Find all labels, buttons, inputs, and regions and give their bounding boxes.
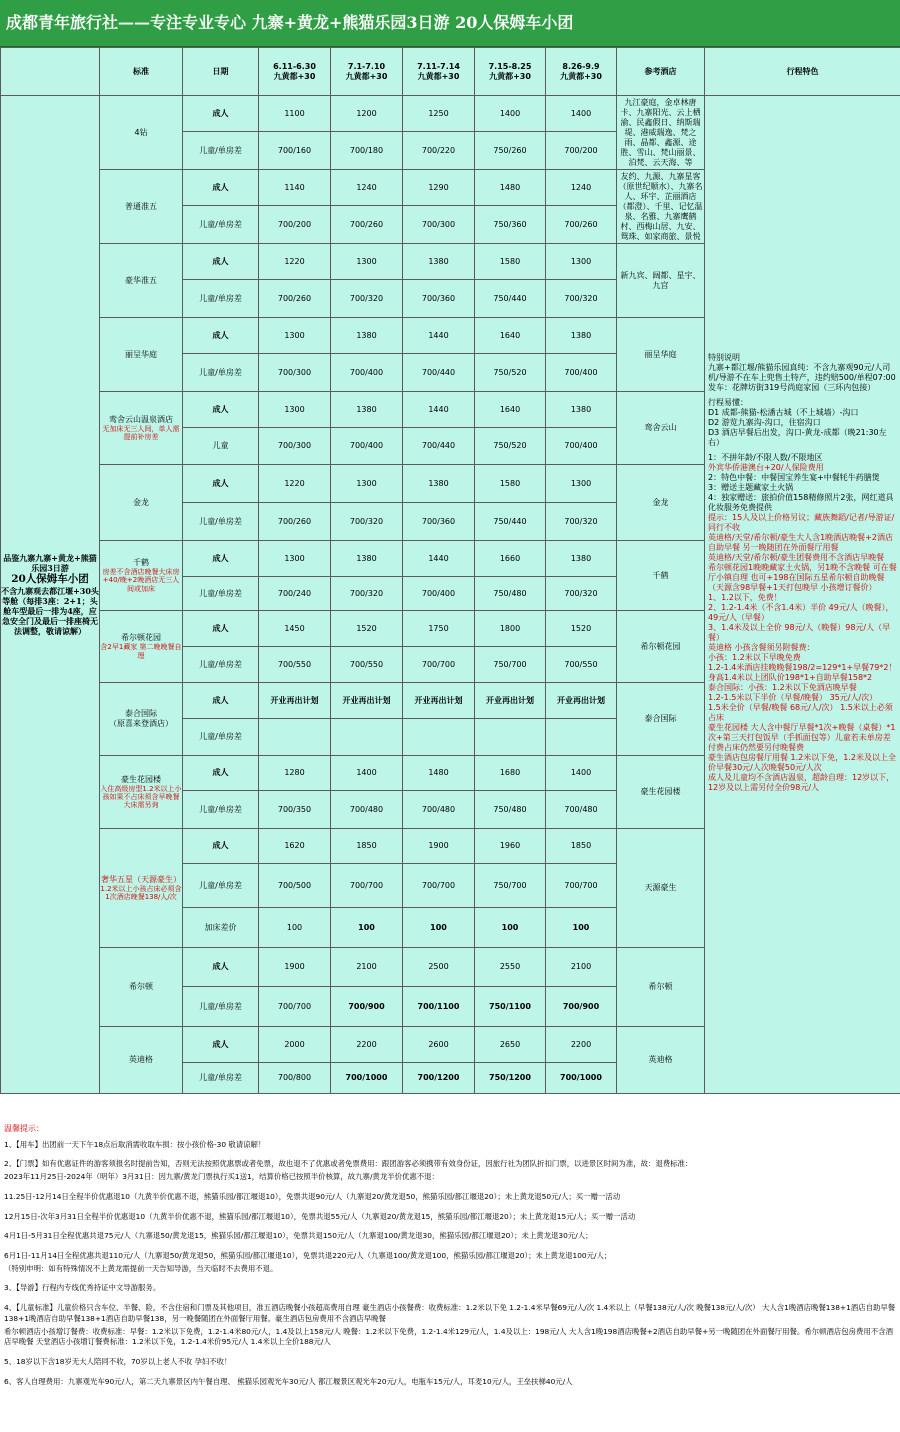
adult-label: 成人 — [183, 392, 259, 428]
price-cell: 750/1100 — [475, 987, 546, 1027]
price-cell: 700/320 — [331, 280, 403, 318]
feature-line: 1：不拼年龄/不限人数/不限地区 — [708, 453, 823, 462]
feature-line: 身高1.4米以上团队价198*1+自助早餐158*2 — [708, 673, 873, 682]
feature-line: 1、1.2以下，免费！ — [708, 593, 782, 602]
price-cell: 1800 — [475, 611, 546, 647]
tier-label: 希尔顿 — [129, 982, 153, 991]
price-cell: 750/440 — [475, 280, 546, 318]
price-cell: 700/320 — [331, 577, 403, 611]
feature-cell — [705, 96, 900, 1094]
price-cell: 1380 — [331, 541, 403, 577]
price-cell: 1900 — [259, 948, 331, 987]
feature-line: 英迪格/天堂/希尔顿/豪生大人含1晚酒店晚餐+2酒店自助早餐 另一晚随团在外面餐厅用餐 — [708, 533, 893, 552]
adult-label: 成人 — [183, 96, 259, 132]
price-cell: 700/400 — [331, 428, 403, 465]
feature-line: 豪生花园楼 大人含中餐厅早餐*1次+晚餐（桌餐）*1次+第三天打包饭早（手抓面包等）儿童若未单房差付费占床仍然要另付晚餐费 — [708, 723, 896, 752]
price-cell: 1380 — [546, 541, 617, 577]
feature-line: 4：独家赠送：旅拍价值158精修照片2张，网红道具化妆服务免费提供 — [708, 493, 894, 512]
date-col-5: 8.26-9.9 九黄都+30 — [546, 48, 617, 96]
price-cell: 1440 — [403, 541, 475, 577]
left-summary — [1, 96, 100, 1094]
feature-line: 小孩：1.2米以下早晚免费 — [708, 653, 801, 662]
tier-name — [100, 1027, 183, 1094]
hotel-header: 参考酒店 — [617, 48, 705, 96]
price-cell: 开业再出计划 — [403, 683, 475, 719]
price-cell: 1400 — [331, 756, 403, 791]
price-cell: 1240 — [331, 170, 403, 206]
feature-line: 1.2-1.5米以下半价（早餐/晚餐） 35元/人/次） — [708, 693, 878, 702]
price-cell: 700/260 — [259, 280, 331, 318]
price-cell: 1850 — [331, 829, 403, 864]
price-cell: 2200 — [546, 1027, 617, 1063]
price-cell: 750/520 — [475, 428, 546, 465]
price-cell: 1300 — [259, 392, 331, 428]
blank-header-cell — [1, 48, 100, 96]
price-cell: 1380 — [546, 318, 617, 354]
price-cell: 1520 — [546, 611, 617, 647]
tier-name — [100, 948, 183, 1027]
tip-refund-2: 12月15日-次年3月31日全程半价优惠退10（九黄半价优惠不退，熊猫乐园/都江堰退10），免票共退55元/人（九寨退20/黄龙退15，熊猫乐园/都江堰退20）；未上黄龙退15元/人；买一赠一活动 — [4, 1211, 636, 1221]
adult-label: 成人 — [183, 829, 259, 864]
price-cell: 700/300 — [259, 354, 331, 392]
price-cell: 700/360 — [403, 503, 475, 541]
tier-label: 希尔顿花园 — [121, 633, 161, 643]
adult-label: 成人 — [183, 541, 259, 577]
feature-line: 英迪格/天堂/希尔顿/豪生团餐费用不含酒店早晚餐 — [708, 553, 885, 562]
tier-label: 英迪格 — [129, 1055, 153, 1064]
price-cell: 700/350 — [259, 791, 331, 829]
price-cell: 1300 — [259, 318, 331, 354]
std-header: 标准 — [100, 48, 183, 96]
price-cell: 700/220 — [403, 132, 475, 170]
price-cell: 1680 — [475, 756, 546, 791]
price-cell: 2100 — [546, 948, 617, 987]
hotel-cell: 友约、九源、九寨星客（原世纪顺水）、九寨名人、环宇、芷丽酒店（都澄）、千里、记忆温泉、名雅、九寨鹰鹤村、西梅山居、九安、鸳珠、如家商旅、景悦 — [617, 170, 705, 244]
feature-line: 泰合国际：小孩：1.2米以下免酒店晚早餐 — [708, 683, 857, 692]
tier-note: 无加床无三人间，单人需提前补房差 — [102, 424, 180, 441]
price-cell: 700/260 — [546, 206, 617, 244]
adult-label: 成人 — [183, 756, 259, 791]
child-label: 儿童/单房差 — [183, 503, 259, 541]
price-cell: 700/300 — [259, 428, 331, 465]
feature-line: 提示：15人及以上价格另议；藏族舞蹈/记者/导游证/同行不收 — [708, 513, 895, 532]
price-cell: 750/260 — [475, 132, 546, 170]
child-label: 儿童/单房差 — [183, 354, 259, 392]
price-cell: 100 — [331, 908, 403, 948]
price-cell — [403, 719, 475, 756]
hotel-cell: 泰合国际 — [617, 683, 705, 756]
price-cell: 1200 — [331, 96, 403, 132]
left-subtitle: 20人保姆车小团 — [11, 572, 89, 585]
tier-note: 含2早1藏家 第二晚晚餐自理 — [100, 643, 182, 660]
tier-name — [100, 756, 183, 829]
table-row — [1, 96, 900, 132]
price-cell: 2550 — [475, 948, 546, 987]
hotel-cell: 豪生花园楼 — [617, 756, 705, 829]
tier-label: 鸾舍云山温泉酒店 — [109, 414, 173, 424]
feature-line: D3 酒店早餐后出发，沟口-黄龙-成都（晚21:30左右） — [708, 428, 887, 447]
price-cell: 700/550 — [546, 647, 617, 683]
tip-refund-1: 11.25日-12月14日全程半价优惠退10（九黄半价优惠不退，熊猫乐园/都江堰退10），免票共退90元/人（九寨退20/黄龙退50，熊猫乐园/都江堰退20）；未上黄龙退50元/人；买一赠一活动 — [4, 1191, 621, 1201]
price-cell: 700/500 — [259, 864, 331, 908]
price-cell: 2000 — [259, 1027, 331, 1063]
price-cell: 1300 — [331, 465, 403, 503]
price-cell: 750/480 — [475, 577, 546, 611]
price-cell: 1660 — [475, 541, 546, 577]
price-cell: 1440 — [403, 392, 475, 428]
child-label: 儿童/单房差 — [183, 1063, 259, 1094]
price-cell: 开业再出计划 — [259, 683, 331, 719]
hotel-cell: 金龙 — [617, 465, 705, 541]
child-label: 儿童/单房差 — [183, 719, 259, 756]
price-cell: 开业再出计划 — [546, 683, 617, 719]
warm-tips — [0, 1121, 900, 1432]
price-cell: 1900 — [403, 829, 475, 864]
price-cell: 1300 — [259, 541, 331, 577]
price-cell: 750/520 — [475, 354, 546, 392]
feature-line: 英迪格 小孩含餐须另附餐费： — [708, 643, 815, 652]
price-cell — [331, 719, 403, 756]
price-cell: 700/320 — [546, 503, 617, 541]
date-col-4: 7.15-8.25 九黄都+30 — [475, 48, 546, 96]
price-cell: 700/1200 — [403, 1063, 475, 1094]
child-label: 儿童/单房差 — [183, 791, 259, 829]
price-cell: 700/360 — [403, 280, 475, 318]
price-cell: 700/200 — [259, 206, 331, 244]
price-cell: 1640 — [475, 318, 546, 354]
date-col-3: 7.11-7.14 九黄都+30 — [403, 48, 475, 96]
price-cell: 2200 — [331, 1027, 403, 1063]
tier-name — [100, 318, 183, 392]
price-cell: 700/480 — [331, 791, 403, 829]
price-cell: 700/800 — [259, 1063, 331, 1094]
tier-label: 千鹤 — [133, 558, 149, 568]
tip-age: 5、18岁以下含18岁无大人陪同不收，70岁以上老人不收 孕妇不收！ — [4, 1357, 232, 1367]
price-cell: 700/400 — [546, 354, 617, 392]
feature-line: 3：赠送主题藏家土火锅 — [708, 483, 794, 492]
hotel-cell: 英迪格 — [617, 1027, 705, 1094]
price-cell: 1280 — [259, 756, 331, 791]
price-cell: 700/320 — [546, 577, 617, 611]
price-cell: 1620 — [259, 829, 331, 864]
price-cell: 开业再出计划 — [331, 683, 403, 719]
price-cell: 750/360 — [475, 206, 546, 244]
price-cell: 700/240 — [259, 577, 331, 611]
price-cell: 1380 — [403, 244, 475, 280]
child-label: 儿童/单房差 — [183, 577, 259, 611]
child-label: 儿童/单房差 — [183, 647, 259, 683]
tier-name — [100, 541, 183, 611]
tier-name — [100, 611, 183, 683]
adult-label: 成人 — [183, 1027, 259, 1063]
child-label: 儿童/单房差 — [183, 987, 259, 1027]
tier-name — [100, 96, 183, 170]
adult-label: 成人 — [183, 170, 259, 206]
price-cell — [546, 719, 617, 756]
tips-title: 温馨提示： — [4, 1124, 44, 1133]
adult-label: 成人 — [183, 318, 259, 354]
price-cell: 750/1200 — [475, 1063, 546, 1094]
price-cell: 700/200 — [546, 132, 617, 170]
tier-label: 丽呈华庭 — [125, 349, 157, 359]
price-cell: 2650 — [475, 1027, 546, 1063]
feature-line: 希尔顿花园1晚晚藏家土火锅，另1晚不含晚餐 可在餐厅小镇自理 也可+198在国际五星希尔顿自助晚餐（天源含98早餐+1天打包晚早 小孩增订餐价） — [708, 563, 897, 592]
price-cell: 700/320 — [331, 503, 403, 541]
tip-self-pay: 6、客人自理费用：九寨观光车90元/人，第二天九寨景区内午餐自理、 熊猫乐园观光车30元/人 都江堰景区观光车20元/人，电瓶车15元/人，耳麦10元/人，王垒扶梯40元/人 — [4, 1376, 573, 1386]
feature-line: 3、1.4米及以上全价 98元/人（晚餐）98元/人（早餐） — [708, 623, 891, 642]
price-cell: 700/260 — [331, 206, 403, 244]
price-cell: 1220 — [259, 465, 331, 503]
feature-header: 行程特色 — [705, 48, 900, 96]
tier-name — [100, 244, 183, 318]
price-cell: 1140 — [259, 170, 331, 206]
price-cell: 700/160 — [259, 132, 331, 170]
price-cell: 开业再出计划 — [475, 683, 546, 719]
price-cell: 700/550 — [259, 647, 331, 683]
price-cell: 2100 — [331, 948, 403, 987]
feature-line: 1.2-1.4米酒店挂晚晚餐198/2=129*1+早餐79*2！ — [708, 663, 897, 672]
adult-label: 成人 — [183, 948, 259, 987]
price-cell: 1100 — [259, 96, 331, 132]
date-col-2: 7.1-7.10 九黄都+30 — [331, 48, 403, 96]
price-cell: 700/400 — [331, 354, 403, 392]
date-col-1: 6.11-6.30 九黄都+30 — [259, 48, 331, 96]
feature-line: 2、1.2-1.4米（不含1.4米）半价 49元/人（晚餐），49元/人（早餐） — [708, 603, 894, 622]
hotel-cell: 九江豪庭，金卓林唐卡、九寨阳光、云上栖渝、民鑫假日、纳斯瑞堤、港威瑞逸、梵之雨、晶都、鑫源、途胜、雪山、梵山丽景、泊梵、云天海、等 — [617, 96, 705, 170]
feature-line: 特别说明 — [708, 353, 740, 362]
child-label: 儿童/单房差 — [183, 280, 259, 318]
price-cell: 1380 — [331, 392, 403, 428]
price-cell: 700/400 — [403, 577, 475, 611]
price-cell: 1380 — [546, 392, 617, 428]
price-cell: 700/440 — [403, 428, 475, 465]
feature-line: 九寨+都江堰/熊猫乐园真纯：不含九寨观90元/人司机/导游不在车上兜售土特产，违约赔500/单程07:00发车：花牌坊街319号尚庭家园（三环内包接） — [708, 363, 896, 392]
table-header-row — [1, 48, 900, 96]
tier-name — [100, 465, 183, 541]
child-label: 儿童 — [183, 428, 259, 465]
price-cell: 1400 — [546, 96, 617, 132]
feature-line: 成人及儿童均不含酒店温泉，超龄自理：12岁以下，12岁及以上需另付全价98元/人 — [708, 773, 895, 792]
price-cell: 1380 — [403, 465, 475, 503]
price-cell: 1850 — [546, 829, 617, 864]
price-cell: 700/900 — [546, 987, 617, 1027]
hotel-cell: 新九宾、阔都、星宇、九宫 — [617, 244, 705, 318]
tier-label: 奢华五星（天源豪生） — [101, 874, 181, 884]
feature-line: 1.5米全价（早餐/晚餐 68元/人/次） 1.5米以上必须占床 — [708, 703, 893, 722]
price-cell: 1250 — [403, 96, 475, 132]
price-cell: 700/260 — [259, 503, 331, 541]
price-cell: 750/700 — [475, 864, 546, 908]
price-cell: 1580 — [475, 244, 546, 280]
feature-line: 行程易懂： — [708, 398, 748, 407]
hotel-cell: 千鹤 — [617, 541, 705, 611]
price-cell: 700/700 — [403, 864, 475, 908]
price-cell: 700/700 — [546, 864, 617, 908]
child-label: 儿童/单房差 — [183, 206, 259, 244]
price-cell: 1750 — [403, 611, 475, 647]
price-cell: 100 — [403, 908, 475, 948]
price-cell: 1480 — [403, 756, 475, 791]
tip-refund-3: 4月1日-5月31日全程优惠共退75元/人（九寨退50/黄龙退15，熊猫乐园/都江堰退10），免票共退150元/人（九寨退100/黄龙退30，熊猫乐园/都江堰退20）；未上黄龙退30元/人； — [4, 1231, 593, 1241]
price-cell: 700/440 — [403, 354, 475, 392]
price-cell: 700/300 — [403, 206, 475, 244]
price-cell: 1290 — [403, 170, 475, 206]
left-body: 不含九寨观去都江堰+30头等舱（每排3座：2+1；头舱车型最后一排为4座，应急安全门及最后一排座椅无法调整，敬请谅解） — [1, 586, 99, 637]
date-header: 日期 — [183, 48, 259, 96]
hotel-cell: 希尔顿花园 — [617, 611, 705, 683]
hotel-cell: 鸾舍云山 — [617, 392, 705, 465]
child-label: 儿童/单房差 — [183, 864, 259, 908]
price-cell: 1240 — [546, 170, 617, 206]
price-cell: 2500 — [403, 948, 475, 987]
tier-note: 入住高级房型1.2米以上小孩如果不占床须含早晚餐大床需另询 — [100, 784, 182, 810]
feature-line: D2 游览九寨沟-沟口，住宿沟口 — [708, 418, 821, 427]
price-cell: 1580 — [475, 465, 546, 503]
price-cell: 1440 — [403, 318, 475, 354]
left-title: 品鉴九寨九寨+黄龙+熊猫乐园3日游 — [3, 552, 97, 573]
price-cell: 700/700 — [331, 864, 403, 908]
price-cell: 700/700 — [403, 647, 475, 683]
price-cell: 1400 — [546, 756, 617, 791]
tip-car: 1、【用车】出团前一天下午18点后取消需收取车损：按小孩价格-30 敬请谅解！ — [4, 1139, 266, 1149]
tier-name — [100, 683, 183, 756]
price-cell: 1300 — [546, 244, 617, 280]
price-table — [0, 47, 900, 1094]
tier-note: 1.2米以上小孩占床必须含1次酒店晚餐138/人/次 — [100, 884, 182, 901]
price-cell: 700/180 — [331, 132, 403, 170]
price-cell: 700/1000 — [331, 1063, 403, 1094]
price-cell — [475, 719, 546, 756]
tip-ticket-period: 2023年11月25日-2024年（明年）3月31日：因九寨/黄龙门票执行买1送1，结算价格已按照半价核算，故九寨/黄龙半价优惠不退： — [4, 1172, 439, 1182]
price-cell: 700/700 — [259, 987, 331, 1027]
feature-line: 豪生酒店包房餐厅用餐 1.2米以下免，1.2米及以上全价早餐30元/人次晚餐50元/人次 — [708, 753, 896, 772]
tier-label: 4钻 — [134, 127, 148, 137]
price-cell: 100 — [475, 908, 546, 948]
tip-child-hilton: 希尔顿酒店小孩增订餐费：收费标准：早餐：1.2米以下免费，1.2-1.4米80元/人，1.4及以上158元/人 晚餐：1.2米以下免费，1.2-1.4米129元/人，1.4及以上：198元/人 大人含1晚198酒店晚餐+2酒店自助早餐+另一晚随团在外面餐厅用餐。希尔顿酒店包房费用不含酒店早晚餐 天堂酒店小孩增订餐费标准：1.2米以下免，1.2-1.4米价95元/人 1.4米以上全价188元/人 — [4, 1326, 893, 1347]
price-cell: 750/700 — [475, 647, 546, 683]
price-cell: 700/320 — [546, 280, 617, 318]
extra-bed-label: 加床差价 — [183, 908, 259, 948]
tier-note: （原喜来登酒店） — [109, 719, 173, 729]
page-header: 成都青年旅行社——专注专业专心 九寨+黄龙+熊猫乐园3日游 20人保姆车小团 — [0, 0, 900, 47]
price-cell: 700/400 — [546, 428, 617, 465]
adult-label: 成人 — [183, 465, 259, 503]
price-cell: 700/1000 — [546, 1063, 617, 1094]
tip-ticket: 2、【门票】如有优惠证件的游客须报名时提前告知，否则无法按照优惠票或者免票，故也退不了优惠或者免票费用：跟团游客必须携带有效身份证，因旅行社为团队折扣门票，以进景区时间为准，故：退费标准： — [4, 1159, 693, 1169]
price-cell: 700/480 — [403, 791, 475, 829]
tip-child: 4、【儿童标准】儿童价格只含车位、半餐、险，不含住宿和门票及其他项目，准五酒店晚餐小孩超高费用自理 豪生酒店小孩餐费：收费标准：1.2米以下免 1.2-1.4米早餐69元/人/次 1.4米以上（早餐138元/人/次 晚餐138元/人/次） 大人含1晚酒店晚餐138+1酒店自助早餐138+1晚酒店自助早餐138+1酒店自助早餐138，另一晚餐随团在外面餐厅用餐。豪生酒店包房费用不含酒店早晚餐 — [4, 1303, 896, 1323]
tier-label: 普通准五 — [125, 201, 157, 211]
hotel-cell: 希尔顿 — [617, 948, 705, 1027]
price-cell: 1960 — [475, 829, 546, 864]
feature-line: D1 成都-熊猫-松潘古城（不上城墙）-沟口 — [708, 408, 859, 417]
price-cell: 1220 — [259, 244, 331, 280]
price-cell: 1300 — [546, 465, 617, 503]
price-cell: 100 — [259, 908, 331, 948]
price-cell: 700/1100 — [403, 987, 475, 1027]
tier-label: 豪生花园楼 — [121, 774, 161, 784]
tier-label: 金龙 — [133, 497, 149, 507]
tip-guide: 3、【导游】行程内专线优秀持证中文导游服务。 — [4, 1283, 161, 1293]
tier-note: 房差不含酒店晚餐大床房+40/晚+2晚酒店无三人间或加床 — [102, 568, 180, 593]
child-label: 儿童/单房差 — [183, 132, 259, 170]
price-cell: 1450 — [259, 611, 331, 647]
price-cell — [259, 719, 331, 756]
price-cell: 1480 — [475, 170, 546, 206]
tier-label: 泰合国际 — [125, 709, 157, 719]
price-cell: 1300 — [331, 244, 403, 280]
price-cell: 100 — [546, 908, 617, 948]
price-cell: 2600 — [403, 1027, 475, 1063]
price-cell: 700/480 — [546, 791, 617, 829]
tier-name — [100, 392, 183, 465]
hotel-cell: 丽呈华庭 — [617, 318, 705, 392]
price-cell: 700/900 — [331, 987, 403, 1027]
adult-label: 成人 — [183, 611, 259, 647]
feature-line: 外宾华侨港澳台+20/人保险费用 — [708, 463, 824, 472]
price-cell: 700/550 — [331, 647, 403, 683]
hotel-cell: 天源豪生 — [617, 829, 705, 948]
adult-label: 成人 — [183, 244, 259, 280]
tip-special: （特别申明：如有特殊情况不上黄龙需提前一天告知导游，当天临时不去费用不退。 — [4, 1263, 278, 1273]
tier-name — [100, 829, 183, 948]
adult-label: 成人 — [183, 683, 259, 719]
tier-label: 豪华准五 — [125, 275, 157, 285]
tip-refund-4: 6月1日-11月14日全程优惠共退110元/人（九寨退50/黄龙退50，熊猫乐园/都江堰退10），免票共退220元/人（九寨退100/黄龙退100，熊猫乐园/都江堰退20）；未上黄龙退100元/人； — [4, 1251, 612, 1260]
price-cell: 750/440 — [475, 503, 546, 541]
price-cell: 750/480 — [475, 791, 546, 829]
tier-name — [100, 170, 183, 244]
price-cell: 1520 — [331, 611, 403, 647]
feature-line: 2：特色中餐：中餐国宝养生宴+中餐牦牛药膳煲 — [708, 473, 880, 482]
price-cell: 1400 — [475, 96, 546, 132]
price-cell: 1640 — [475, 392, 546, 428]
price-cell: 1380 — [331, 318, 403, 354]
